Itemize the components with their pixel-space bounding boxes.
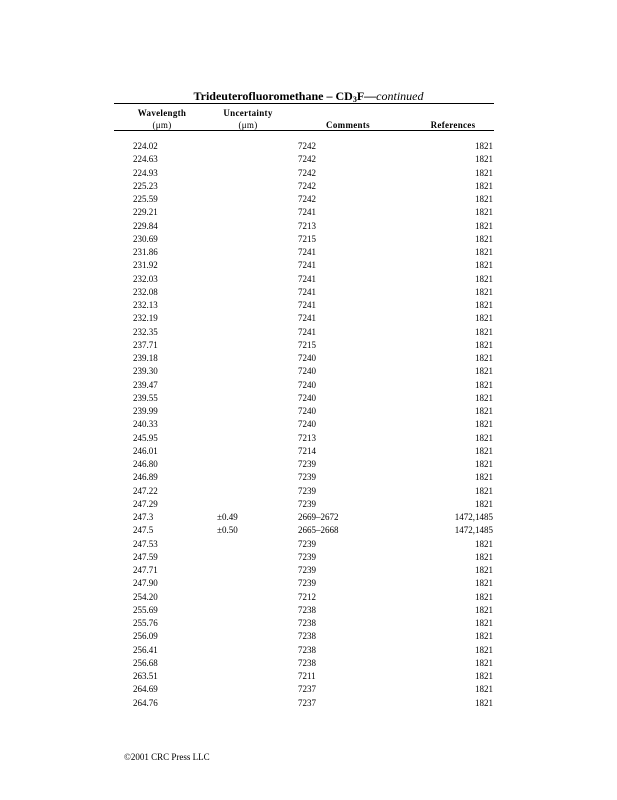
cell-uncertainty: ±0.49 (217, 512, 238, 522)
cell-references: 1821 (475, 379, 493, 390)
table-row (0, 259, 617, 272)
cell-comments: 7239 (298, 472, 316, 483)
cell-comments: 7242 (298, 154, 316, 165)
table-row (0, 630, 617, 643)
table-row (0, 551, 617, 564)
cell-comments: 7238 (298, 644, 316, 655)
cell-comments: 2665–2668 (298, 525, 339, 536)
cell-uncertainty: ±0.50 (217, 525, 238, 536)
cell-comments: 7213 (298, 432, 316, 443)
cell-comments: 7215 (298, 339, 316, 350)
cell-references: 1821 (475, 445, 493, 456)
table-row (0, 498, 617, 511)
table-row (0, 577, 617, 590)
table-row (0, 604, 617, 617)
cell-references: 1821 (475, 459, 493, 469)
header-bottom-rule (114, 130, 494, 131)
cell-wavelength: 224.63 (133, 154, 158, 165)
header-top-rule (114, 103, 494, 104)
table-row (0, 683, 617, 696)
cell-wavelength: 239.18 (133, 353, 158, 363)
cell-references: 1821 (475, 154, 493, 165)
header-uncertainty-label: Uncertainty (223, 108, 273, 118)
cell-comments: 7239 (298, 538, 316, 549)
table-row (0, 617, 617, 630)
cell-comments: 7240 (298, 419, 316, 430)
cell-references: 1472,1485 (454, 525, 493, 536)
cell-references: 1821 (475, 247, 493, 257)
cell-references: 1821 (475, 604, 493, 615)
cell-wavelength: 232.08 (133, 286, 158, 297)
table-row (0, 657, 617, 670)
cell-comments: 7240 (298, 366, 316, 377)
cell-comments: 7242 (298, 194, 316, 204)
cell-wavelength: 229.21 (133, 207, 158, 218)
cell-comments: 7212 (298, 591, 316, 602)
cell-wavelength: 239.55 (133, 392, 158, 403)
cell-comments: 7242 (298, 141, 316, 151)
cell-comments: 7241 (298, 326, 316, 337)
cell-wavelength: 229.84 (133, 220, 158, 231)
title-main: Trideuterofluoromethane – CD (193, 89, 353, 103)
cell-wavelength: 232.03 (133, 273, 158, 284)
cell-wavelength: 247.22 (133, 485, 158, 496)
table-row (0, 286, 617, 299)
table-row (0, 524, 617, 537)
cell-references: 1821 (475, 406, 493, 416)
cell-references: 1821 (475, 366, 493, 377)
cell-comments: 7215 (298, 233, 316, 244)
cell-comments: 7238 (298, 618, 316, 628)
cell-references: 1821 (475, 180, 493, 191)
cell-references: 1821 (475, 697, 493, 708)
table-title (0, 89, 617, 104)
cell-references: 1821 (475, 618, 493, 628)
header-uncertainty-unit: (μm) (238, 120, 258, 130)
cell-wavelength: 247.90 (133, 578, 158, 589)
cell-wavelength: 255.69 (133, 604, 158, 615)
cell-references: 1821 (475, 300, 493, 310)
cell-comments: 7241 (298, 286, 316, 297)
cell-comments: 7241 (298, 300, 316, 310)
cell-comments: 7241 (298, 207, 316, 218)
cell-comments: 7211 (298, 671, 316, 681)
table-row (0, 339, 617, 352)
cell-references: 1821 (475, 657, 493, 668)
cell-wavelength: 239.99 (133, 406, 158, 416)
table-row (0, 206, 617, 219)
table-row (0, 432, 617, 445)
cell-comments: 7237 (298, 684, 316, 695)
cell-comments: 7239 (298, 459, 316, 469)
cell-references: 1821 (475, 551, 493, 562)
cell-references: 1821 (475, 591, 493, 602)
cell-wavelength: 247.5 (133, 525, 154, 536)
cell-comments: 7241 (298, 247, 316, 257)
cell-references: 1821 (475, 392, 493, 403)
cell-references: 1821 (475, 498, 493, 509)
table-row (0, 140, 617, 153)
cell-references: 1821 (475, 273, 493, 284)
table-row (0, 167, 617, 180)
cell-wavelength: 225.23 (133, 180, 158, 191)
table-row (0, 193, 617, 206)
table-row (0, 153, 617, 166)
cell-wavelength: 256.09 (133, 631, 158, 642)
cell-references: 1821 (475, 353, 493, 363)
table-row (0, 591, 617, 604)
title-continued: continued (376, 89, 424, 103)
cell-wavelength: 224.93 (133, 167, 158, 178)
cell-references: 1821 (475, 260, 493, 271)
cell-wavelength: 245.95 (133, 432, 158, 443)
header-comments: Comments (326, 120, 370, 130)
copyright-footer: ©2001 CRC Press LLC (124, 752, 210, 762)
cell-references: 1821 (475, 472, 493, 483)
cell-comments: 7214 (298, 445, 316, 456)
title-subscript: 3 (352, 95, 357, 104)
cell-wavelength: 232.13 (133, 300, 158, 310)
table-row (0, 405, 617, 418)
cell-wavelength: 247.71 (133, 565, 158, 575)
cell-comments: 7213 (298, 220, 316, 231)
cell-references: 1821 (475, 326, 493, 337)
table-row (0, 220, 617, 233)
table-row (0, 352, 617, 365)
table-row (0, 670, 617, 683)
cell-references: 1821 (475, 167, 493, 178)
cell-references: 1472,1485 (454, 512, 493, 522)
cell-references: 1821 (475, 419, 493, 430)
table-row (0, 538, 617, 551)
cell-comments: 7238 (298, 657, 316, 668)
cell-comments: 7240 (298, 353, 316, 363)
cell-references: 1821 (475, 286, 493, 297)
cell-comments: 7239 (298, 565, 316, 575)
title-after: F— (356, 89, 377, 103)
cell-references: 1821 (475, 578, 493, 589)
table-row (0, 485, 617, 498)
table-row (0, 644, 617, 657)
cell-comments: 7239 (298, 498, 316, 509)
cell-wavelength: 264.76 (133, 697, 158, 708)
cell-wavelength: 239.47 (133, 379, 158, 390)
cell-comments: 7239 (298, 485, 316, 496)
cell-wavelength: 225.59 (133, 194, 158, 204)
cell-references: 1821 (475, 538, 493, 549)
cell-comments: 7242 (298, 167, 316, 178)
cell-wavelength: 263.51 (133, 671, 158, 681)
cell-references: 1821 (475, 141, 493, 151)
table-row (0, 697, 617, 710)
cell-comments: 7241 (298, 313, 316, 324)
cell-comments: 7239 (298, 578, 316, 589)
cell-comments: 7240 (298, 392, 316, 403)
table-row (0, 233, 617, 246)
cell-comments: 7241 (298, 260, 316, 271)
cell-wavelength: 224.02 (133, 141, 158, 151)
cell-references: 1821 (475, 339, 493, 350)
table-row (0, 180, 617, 193)
cell-wavelength: 239.30 (133, 366, 158, 377)
table-row (0, 511, 617, 524)
cell-comments: 7240 (298, 379, 316, 390)
table-row (0, 273, 617, 286)
cell-wavelength: 247.53 (133, 538, 158, 549)
cell-wavelength: 256.68 (133, 657, 158, 668)
table-row (0, 564, 617, 577)
cell-references: 1821 (475, 220, 493, 231)
cell-comments: 2669–2672 (298, 512, 339, 522)
cell-references: 1821 (475, 684, 493, 695)
cell-references: 1821 (475, 194, 493, 204)
cell-references: 1821 (475, 432, 493, 443)
table-row (0, 312, 617, 325)
header-wavelength-unit: (μm) (152, 120, 172, 130)
cell-references: 1821 (475, 644, 493, 655)
table-row (0, 418, 617, 431)
cell-comments: 7237 (298, 697, 316, 708)
header-references: References (430, 120, 476, 130)
cell-comments: 7242 (298, 180, 316, 191)
cell-references: 1821 (475, 313, 493, 324)
cell-comments: 7238 (298, 631, 316, 642)
cell-wavelength: 232.35 (133, 326, 158, 337)
cell-wavelength: 247.3 (133, 512, 154, 522)
header-wavelength-label: Wavelength (137, 108, 187, 118)
cell-wavelength: 237.71 (133, 339, 158, 350)
table-row (0, 445, 617, 458)
table-row (0, 326, 617, 339)
cell-wavelength: 256.41 (133, 644, 158, 655)
table-row (0, 379, 617, 392)
cell-wavelength: 254.20 (133, 591, 158, 602)
table-row (0, 246, 617, 259)
cell-comments: 7241 (298, 273, 316, 284)
cell-wavelength: 264.69 (133, 684, 158, 695)
table-body (0, 140, 617, 710)
cell-references: 1821 (475, 233, 493, 244)
cell-wavelength: 255.76 (133, 618, 158, 628)
cell-wavelength: 231.86 (133, 247, 158, 257)
cell-references: 1821 (475, 485, 493, 496)
cell-wavelength: 230.69 (133, 233, 158, 244)
cell-comments: 7239 (298, 551, 316, 562)
cell-wavelength: 232.19 (133, 313, 158, 324)
cell-comments: 7238 (298, 604, 316, 615)
cell-wavelength: 246.01 (133, 445, 158, 456)
cell-wavelength: 231.92 (133, 260, 158, 271)
cell-wavelength: 247.29 (133, 498, 158, 509)
table-row (0, 471, 617, 484)
table-row (0, 392, 617, 405)
cell-comments: 7240 (298, 406, 316, 416)
header-uncertainty (210, 107, 286, 131)
cell-references: 1821 (475, 207, 493, 218)
cell-references: 1821 (475, 671, 493, 681)
cell-wavelength: 246.80 (133, 459, 158, 469)
cell-references: 1821 (475, 631, 493, 642)
cell-wavelength: 247.59 (133, 551, 158, 562)
table-row (0, 299, 617, 312)
cell-references: 1821 (475, 565, 493, 575)
cell-wavelength: 246.89 (133, 472, 158, 483)
table-row (0, 365, 617, 378)
header-wavelength (124, 107, 200, 131)
cell-wavelength: 240.33 (133, 419, 158, 430)
table-row (0, 458, 617, 471)
